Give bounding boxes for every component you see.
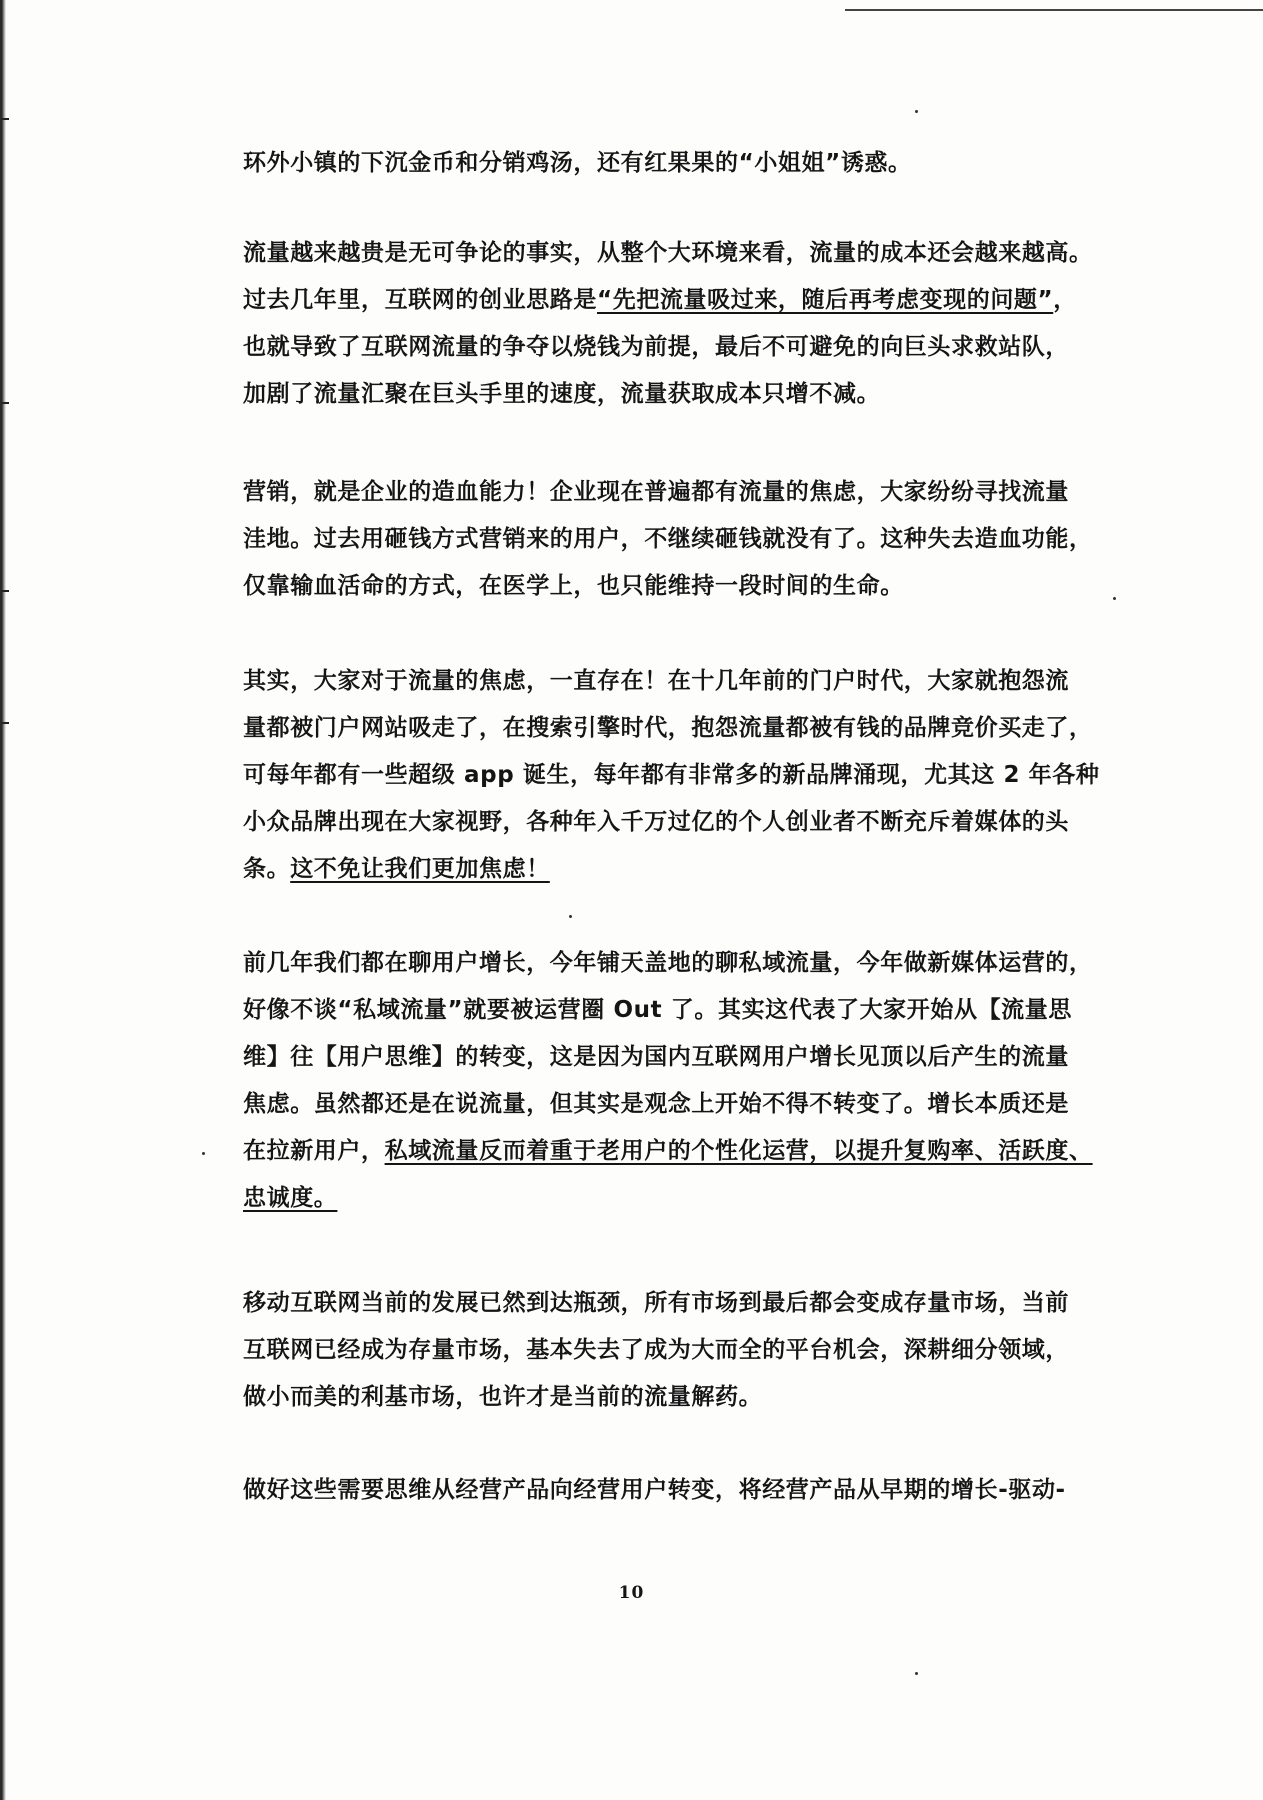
scan-speck <box>202 1152 205 1155</box>
text-line <box>243 940 1123 987</box>
paragraph-7 <box>243 1467 1123 1514</box>
text-line <box>243 563 1123 610</box>
scan-edge-mark <box>2 722 9 724</box>
text-line <box>243 140 1123 187</box>
text-segment: 在拉新用户， <box>243 1138 385 1164</box>
text-segment: 焦虑。虽然都还是在说流量，但其实是观念上开始不得不转变了。增长本质还是 <box>243 1091 1069 1117</box>
text-segment: 维】往【用户思维】的转变，这是因为国内互联网用户增长见顶以后产生的流量 <box>243 1044 1069 1070</box>
text-line <box>243 277 1123 324</box>
paragraph-4 <box>243 658 1123 893</box>
text-segment: 仅靠输血活命的方式，在医学上，也只能维持一段时间的生命。 <box>243 573 904 599</box>
paragraph-2 <box>243 230 1123 418</box>
text-line <box>243 1081 1123 1128</box>
scan-speck <box>915 110 918 113</box>
text-line <box>243 516 1123 563</box>
scan-top-edge-line <box>845 9 1263 11</box>
text-line <box>243 1467 1123 1514</box>
text-segment: 可每年都有一些超级 app 诞生，每年都有非常多的新品牌涌现，尤其这 2 年各种 <box>243 762 1100 788</box>
text-segment: 前几年我们都在聊用户增长，今年铺天盖地的聊私域流量，今年做新媒体运营的， <box>243 950 1093 976</box>
paragraph-6 <box>243 1280 1123 1421</box>
text-line <box>243 1280 1123 1327</box>
text-line <box>243 371 1123 418</box>
text-segment: 小众品牌出现在大家视野，各种年入千万过亿的个人创业者不断充斥着媒体的头 <box>243 809 1069 835</box>
text-line <box>243 1327 1123 1374</box>
paragraph-5 <box>243 940 1123 1222</box>
text-line <box>243 1128 1123 1175</box>
text-segment: 流量越来越贵是无可争论的事实，从整个大环境来看，流量的成本还会越来越高。 <box>243 240 1093 266</box>
underlined-text: 这不免让我们更加焦虑！ <box>290 856 550 882</box>
text-line <box>243 987 1123 1034</box>
scan-speck <box>569 915 572 918</box>
scan-edge-mark <box>2 402 9 404</box>
text-line <box>243 799 1123 846</box>
text-segment: 移动互联网当前的发展已然到达瓶颈，所有市场到最后都会变成存量市场，当前 <box>243 1290 1069 1316</box>
text-line <box>243 1374 1123 1421</box>
text-line <box>243 469 1123 516</box>
text-segment: 也就导致了互联网流量的争夺以烧钱为前提，最后不可避免的向巨头求救站队， <box>243 334 1069 360</box>
paragraph-1 <box>243 140 1123 187</box>
text-segment: 互联网已经成为存量市场，基本失去了成为大而全的平台机会，深耕细分领域， <box>243 1337 1069 1363</box>
text-line <box>243 1034 1123 1081</box>
text-segment: 营销，就是企业的造血能力！企业现在普遍都有流量的焦虑，大家纷纷寻找流量 <box>243 479 1069 505</box>
text-line <box>243 752 1123 799</box>
scan-edge-mark <box>2 118 9 120</box>
text-segment: 条。 <box>243 856 291 882</box>
text-segment: 洼地。过去用砸钱方式营销来的用户，不继续砸钱就没有了。这种失去造血功能， <box>243 526 1093 552</box>
text-line <box>243 705 1123 752</box>
paragraph-3 <box>243 469 1123 610</box>
text-segment: 做好这些需要思维从经营产品向经营用户转变，将经营产品从早期的增长-驱动- <box>243 1477 1066 1503</box>
text-line <box>243 230 1123 277</box>
text-line <box>243 1175 1123 1222</box>
scan-left-edge <box>0 0 6 1800</box>
text-segment: 其实，大家对于流量的焦虑，一直存在！在十几年前的门户时代，大家就抱怨流 <box>243 668 1069 694</box>
text-segment: ， <box>1053 287 1077 313</box>
text-segment: 过去几年里，互联网的创业思路是 <box>243 287 597 313</box>
text-line <box>243 846 1123 893</box>
page-number: 10 <box>618 1583 645 1603</box>
text-segment: 环外小镇的下沉金币和分销鸡汤，还有红果果的“小姐姐”诱惑。 <box>243 150 912 176</box>
text-line <box>243 658 1123 705</box>
text-segment: 做小而美的利基市场，也许才是当前的流量解药。 <box>243 1384 763 1410</box>
text-segment: 加剧了流量汇聚在巨头手里的速度，流量获取成本只增不减。 <box>243 381 881 407</box>
text-segment: 好像不谈“私域流量”就要被运营圈 Out 了。其实这代表了大家开始从【流量思 <box>243 997 1072 1023</box>
underlined-text: “先把流量吸过来，随后再考虑变现的问题” <box>597 287 1054 313</box>
text-line <box>243 324 1123 371</box>
text-segment: 量都被门户网站吸走了，在搜索引擎时代，抱怨流量都被有钱的品牌竞价买走了， <box>243 715 1093 741</box>
underlined-text: 私域流量反而着重于老用户的个性化运营，以提升复购率、活跃度、 <box>384 1138 1093 1164</box>
scan-edge-mark <box>2 590 9 592</box>
scan-speck <box>915 1672 918 1675</box>
underlined-text: 忠诚度。 <box>243 1185 338 1211</box>
